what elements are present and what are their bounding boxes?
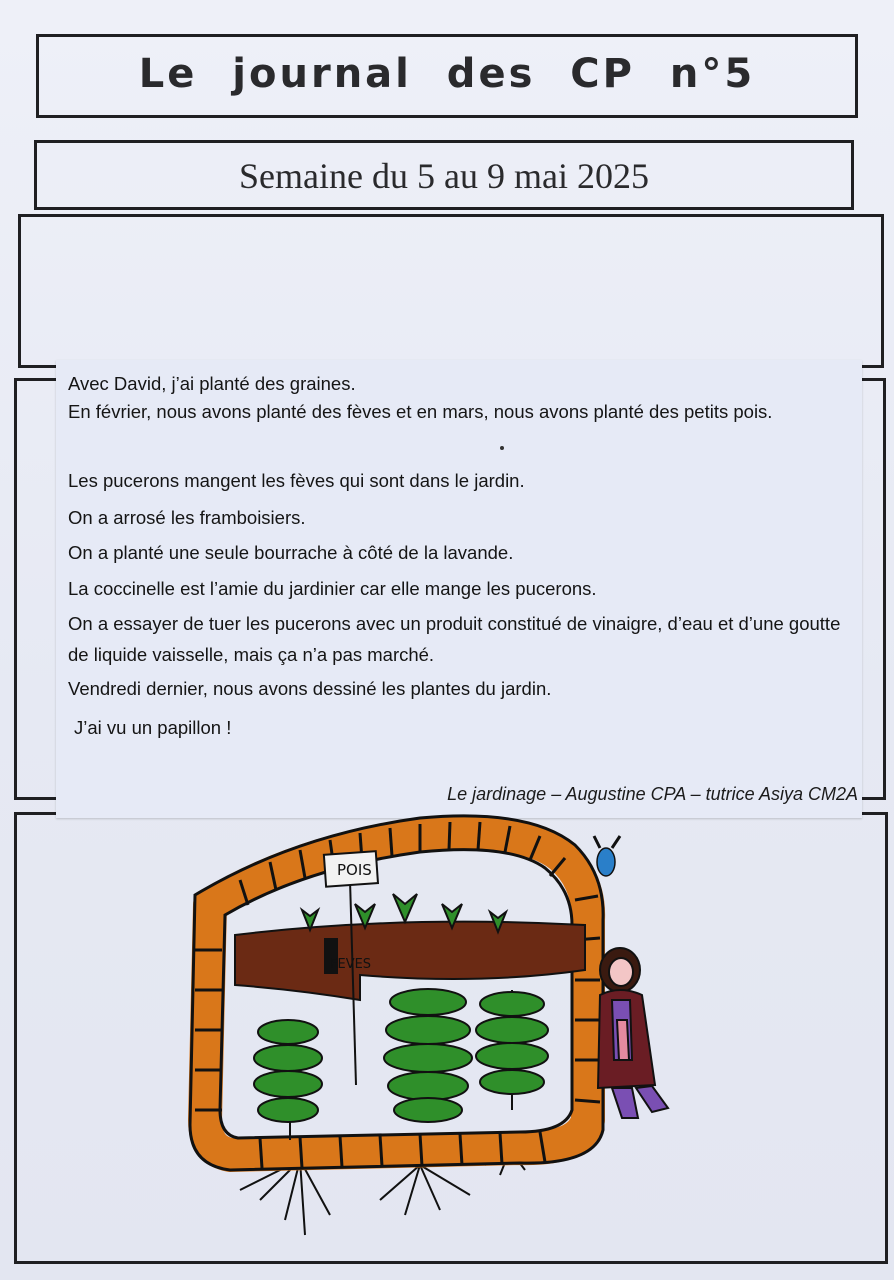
sign-pois-label: POIS: [337, 861, 372, 879]
article-paragraph: On a essayer de tuer les pucerons avec un produit constitué de vinaigre, d’eau et d’une goutte de liquide vaisselle, mais ça n’a pas marché.: [68, 613, 841, 665]
article-paragraph: La coccinelle est l’amie du jardinier car elle mange les pucerons.: [68, 578, 597, 599]
article-paragraph: On a planté une seule bourrache à côté de la lavande.: [68, 542, 514, 563]
soil-band: [235, 922, 585, 1000]
sign-feves-label: FEVES: [330, 957, 372, 972]
article-paragraph: On a arrosé les framboisiers.: [68, 507, 306, 528]
article-paragraph: En février, nous avons planté des fèves et en mars, nous avons planté des petits pois.: [68, 401, 773, 422]
girl-figure: [598, 948, 668, 1118]
article-paragraph: Vendredi dernier, nous avons dessiné les plantes du jardin.: [68, 678, 552, 699]
plant-right: [476, 990, 548, 1110]
article-paragraph: Avec David, j’ai planté des graines.: [68, 373, 356, 394]
article-paragraph: J’ai vu un papillon !: [74, 717, 232, 738]
butterfly-icon: [594, 836, 620, 876]
article-caption: Le jardinage – Augustine CPA – tutrice Asiya CM2A: [447, 784, 858, 804]
plant-left: [254, 1020, 322, 1140]
plant-middle: [384, 989, 472, 1122]
week-subtitle: Semaine du 5 au 9 mai 2025: [239, 156, 649, 196]
article-paragraph: Les pucerons mangent les fèves qui sont dans le jardin.: [68, 470, 525, 491]
garden-frame: [190, 816, 603, 1170]
page-title: Le journal des CP n°5: [138, 51, 756, 97]
